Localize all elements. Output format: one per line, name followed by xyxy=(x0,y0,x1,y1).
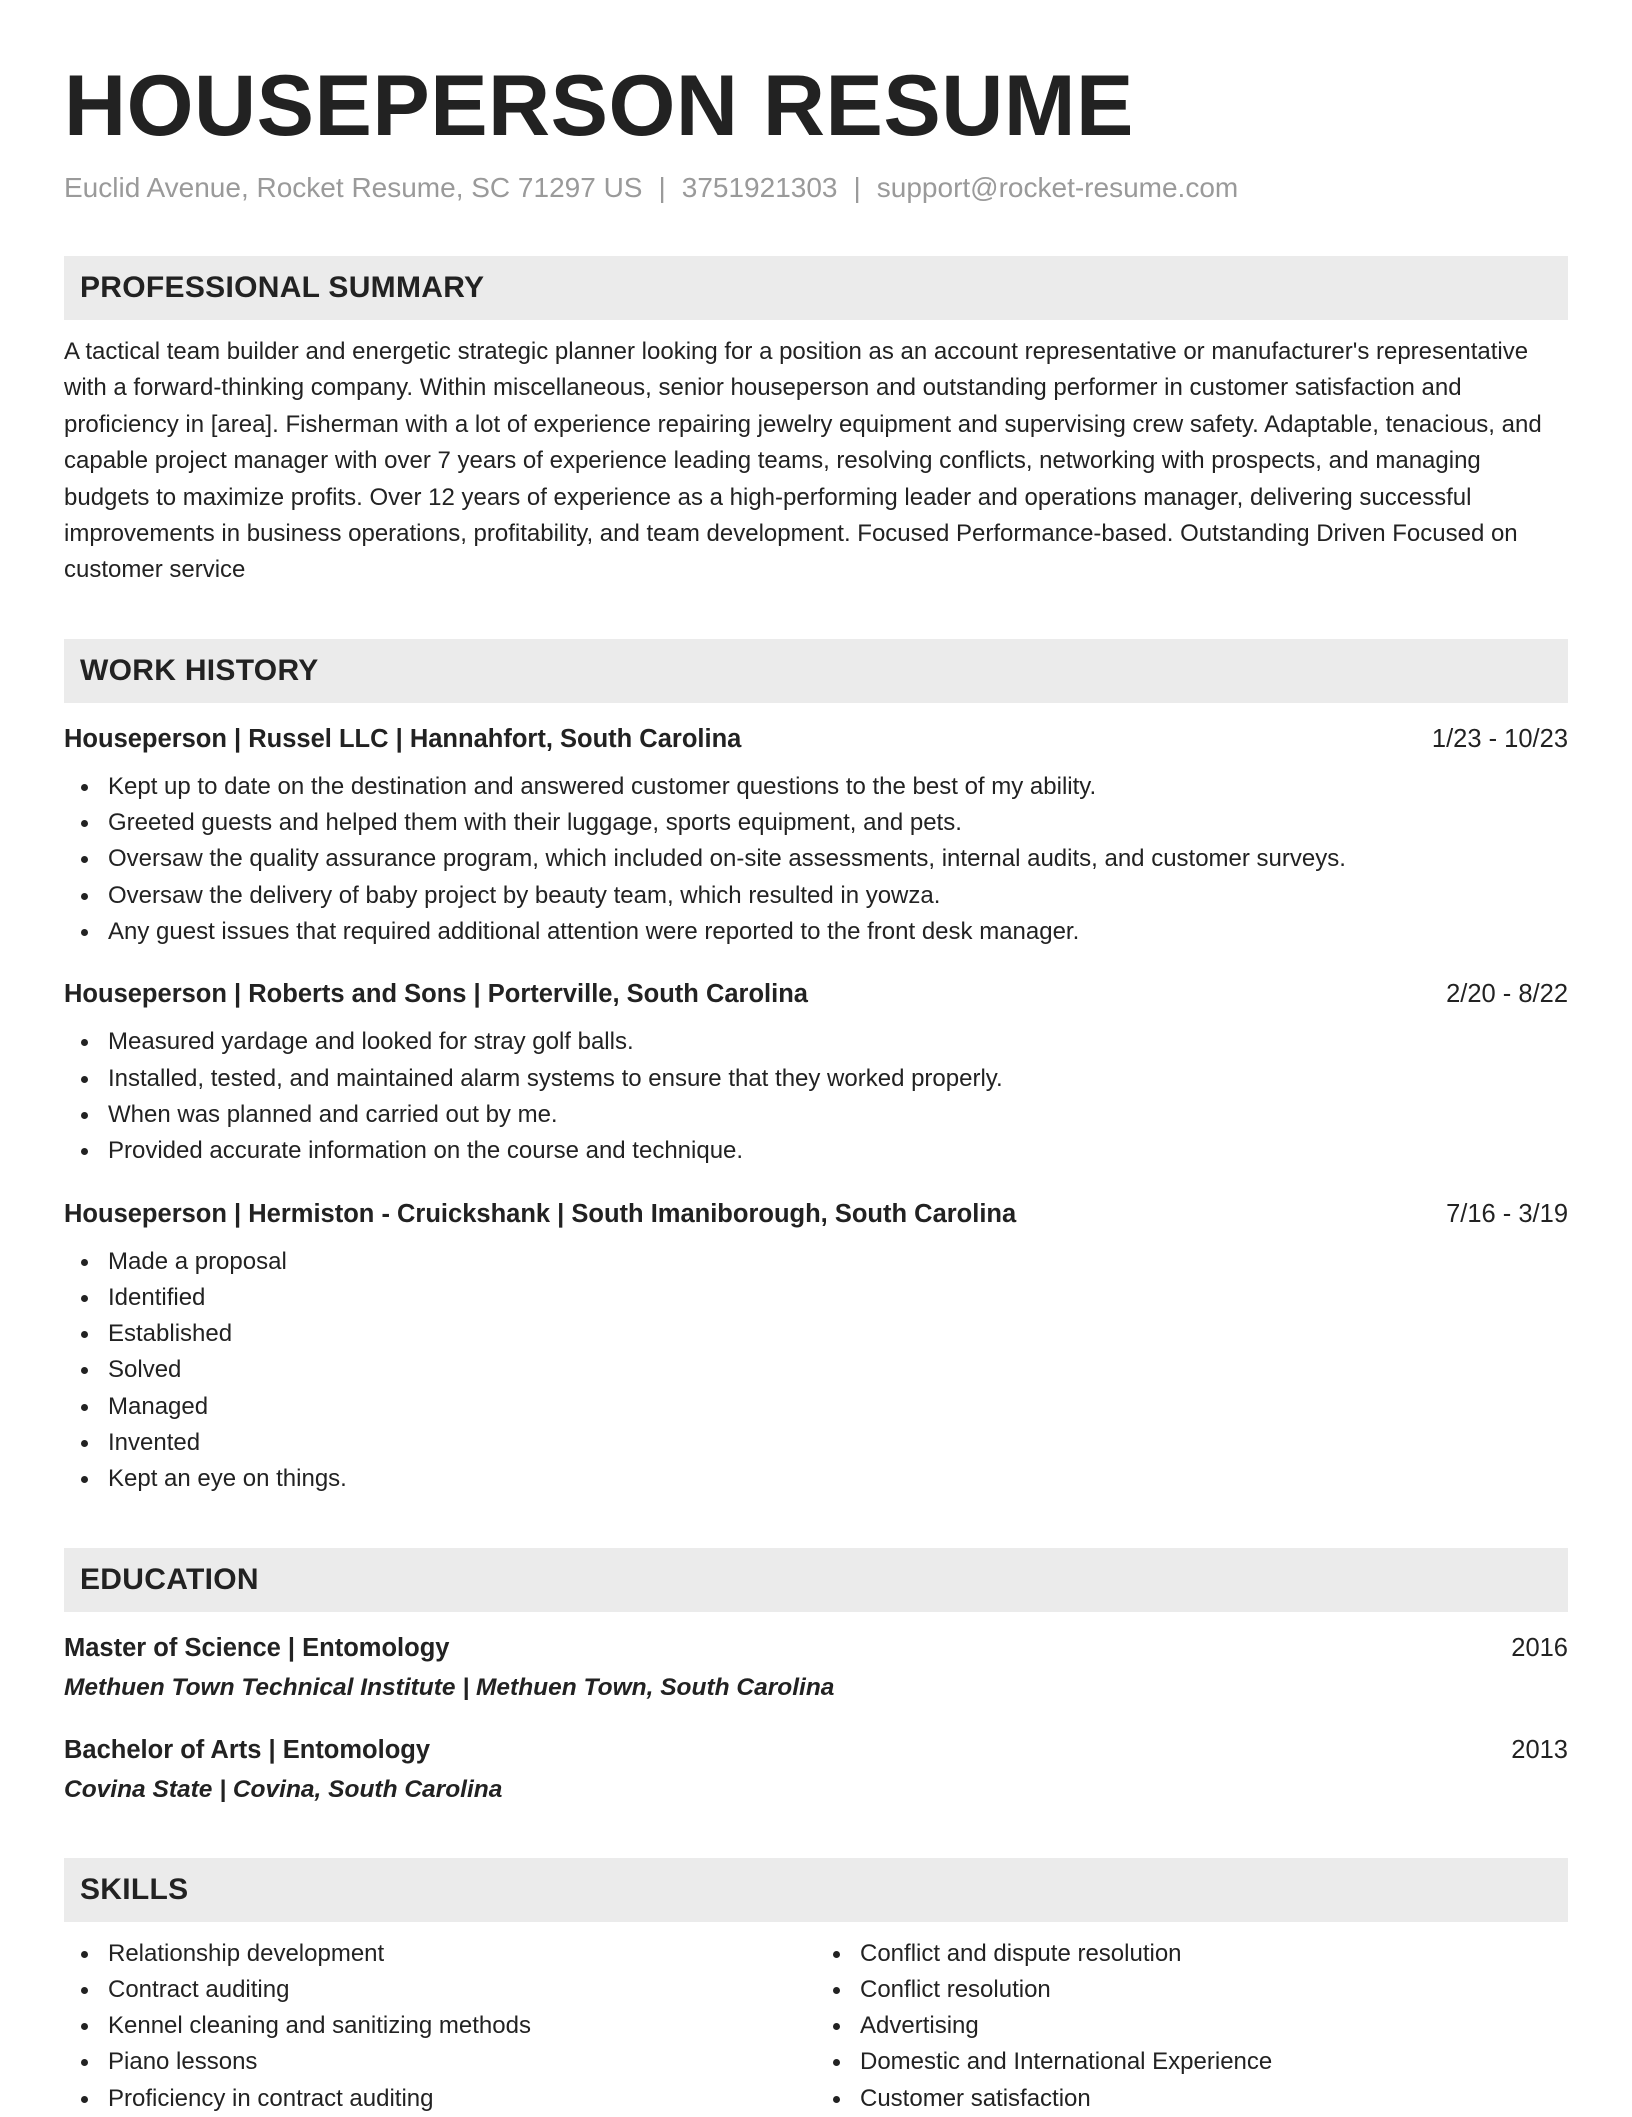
job-title: Houseperson | Russel LLC | Hannahfort, South Carolina xyxy=(64,724,742,753)
job-header xyxy=(64,976,1568,1012)
education-year: 2013 xyxy=(1511,1735,1568,1764)
job-bullet: Provided accurate information on the course and technique. xyxy=(64,1133,1568,1169)
job-dates: 7/16 - 3/19 xyxy=(1446,1199,1568,1228)
skills-bullets xyxy=(816,1936,1568,2117)
education-school: Methuen Town Technical Institute | Methuen Town, South Carolina xyxy=(64,1673,835,1701)
job-bullet: Kept an eye on things. xyxy=(64,1461,1568,1497)
job-entry xyxy=(64,976,1568,1169)
job-bullet: Invented xyxy=(64,1425,1568,1461)
skills-column-left xyxy=(64,1936,816,2117)
job-bullet: Established xyxy=(64,1316,1568,1352)
skill-item: Contract auditing xyxy=(64,1972,816,2008)
job-bullet: Measured yardage and looked for stray golf balls. xyxy=(64,1024,1568,1060)
education-header xyxy=(64,1732,1568,1768)
skill-item: Kennel cleaning and sanitizing methods xyxy=(64,2008,816,2044)
job-bullet: Made a proposal xyxy=(64,1244,1568,1280)
job-bullet: Installed, tested, and maintained alarm systems to ensure that they worked properly. xyxy=(64,1061,1568,1097)
job-bullet: Solved xyxy=(64,1352,1568,1388)
skill-item: Relationship development xyxy=(64,1936,816,1972)
skills-column-right xyxy=(816,1936,1568,2117)
section-heading-work-history: WORK HISTORY xyxy=(64,639,1568,703)
skills-bullets xyxy=(64,1936,816,2117)
skill-item: Piano lessons xyxy=(64,2044,816,2080)
job-bullets xyxy=(64,769,1568,950)
job-header xyxy=(64,1196,1568,1232)
skills-list xyxy=(64,1936,1568,2117)
job-bullet: Managed xyxy=(64,1389,1568,1425)
contact-separator: | xyxy=(658,172,666,203)
job-bullet: When was planned and carried out by me. xyxy=(64,1097,1568,1133)
resume-title: HOUSEPERSON RESUME xyxy=(64,58,1134,154)
education-degree: Bachelor of Arts | Entomology xyxy=(64,1735,431,1764)
job-title: Houseperson | Roberts and Sons | Porterville, South Carolina xyxy=(64,980,808,1009)
job-bullet: Oversaw the delivery of baby project by beauty team, which resulted in yowza. xyxy=(64,878,1568,914)
section-heading-skills: SKILLS xyxy=(64,1858,1568,1922)
job-entry xyxy=(64,721,1568,950)
job-title: Houseperson | Hermiston - Cruickshank | South Imaniborough, South Carolina xyxy=(64,1199,1017,1228)
job-bullets xyxy=(64,1024,1568,1169)
skill-item: Domestic and International Experience xyxy=(816,2044,1568,2080)
contact-separator: | xyxy=(853,172,861,203)
job-header xyxy=(64,721,1568,757)
education-school: Covina State | Covina, South Carolina xyxy=(64,1775,503,1803)
job-entry xyxy=(64,1196,1568,1498)
section-heading-education: EDUCATION xyxy=(64,1548,1568,1612)
contact-email[interactable]: support@rocket-resume.com xyxy=(876,172,1239,203)
job-bullet: Identified xyxy=(64,1280,1568,1316)
contact-phone: 3751921303 xyxy=(681,172,838,203)
job-bullet: Greeted guests and helped them with their luggage, sports equipment, and pets. xyxy=(64,805,1568,841)
job-bullets xyxy=(64,1244,1568,1498)
education-entry xyxy=(64,1732,1568,1808)
education-degree: Master of Science | Entomology xyxy=(64,1633,450,1662)
skill-item: Conflict and dispute resolution xyxy=(816,1936,1568,1972)
section-heading-summary: PROFESSIONAL SUMMARY xyxy=(64,256,1568,320)
skill-item: Customer satisfaction xyxy=(816,2081,1568,2117)
education-year: 2016 xyxy=(1511,1633,1568,1662)
job-bullet: Kept up to date on the destination and answered customer questions to the best of my ability. xyxy=(64,769,1568,805)
summary-text: A tactical team builder and energetic strategic planner looking for a position as an account representative or manufacturer's representative with a forward-thinking company. Within miscellaneous, senior houseperson and outstanding performer in customer satisfaction and proficiency in [area]. Fisherman with a lot of experience repairing jewelry equipment and supervising crew safety. Adaptable, tenacious, and capable project manager with over 7 years of experience leading teams, resolving conflicts, networking with prospects, and managing budgets to maximize profits. Over 12 years of experience as a high-performing leader and operations manager, delivering successful improvements in business operations, profitability, and team development. Focused Performance-based. Outstanding Driven Focused on customer service xyxy=(64,338,1542,584)
job-bullet: Any guest issues that required additional attention were reported to the front desk manager. xyxy=(64,914,1568,950)
skill-item: Conflict resolution xyxy=(816,1972,1568,2008)
job-bullet: Oversaw the quality assurance program, which included on-site assessments, internal audits, and customer surveys. xyxy=(64,841,1568,877)
skill-item: Advertising xyxy=(816,2008,1568,2044)
job-dates: 2/20 - 8/22 xyxy=(1446,980,1568,1009)
education-entry xyxy=(64,1630,1568,1706)
contact-address: Euclid Avenue, Rocket Resume, SC 71297 US xyxy=(64,172,643,203)
skill-item: Proficiency in contract auditing xyxy=(64,2081,816,2117)
job-dates: 1/23 - 10/23 xyxy=(1431,724,1568,753)
contact-line xyxy=(64,170,1568,206)
education-header xyxy=(64,1630,1568,1666)
